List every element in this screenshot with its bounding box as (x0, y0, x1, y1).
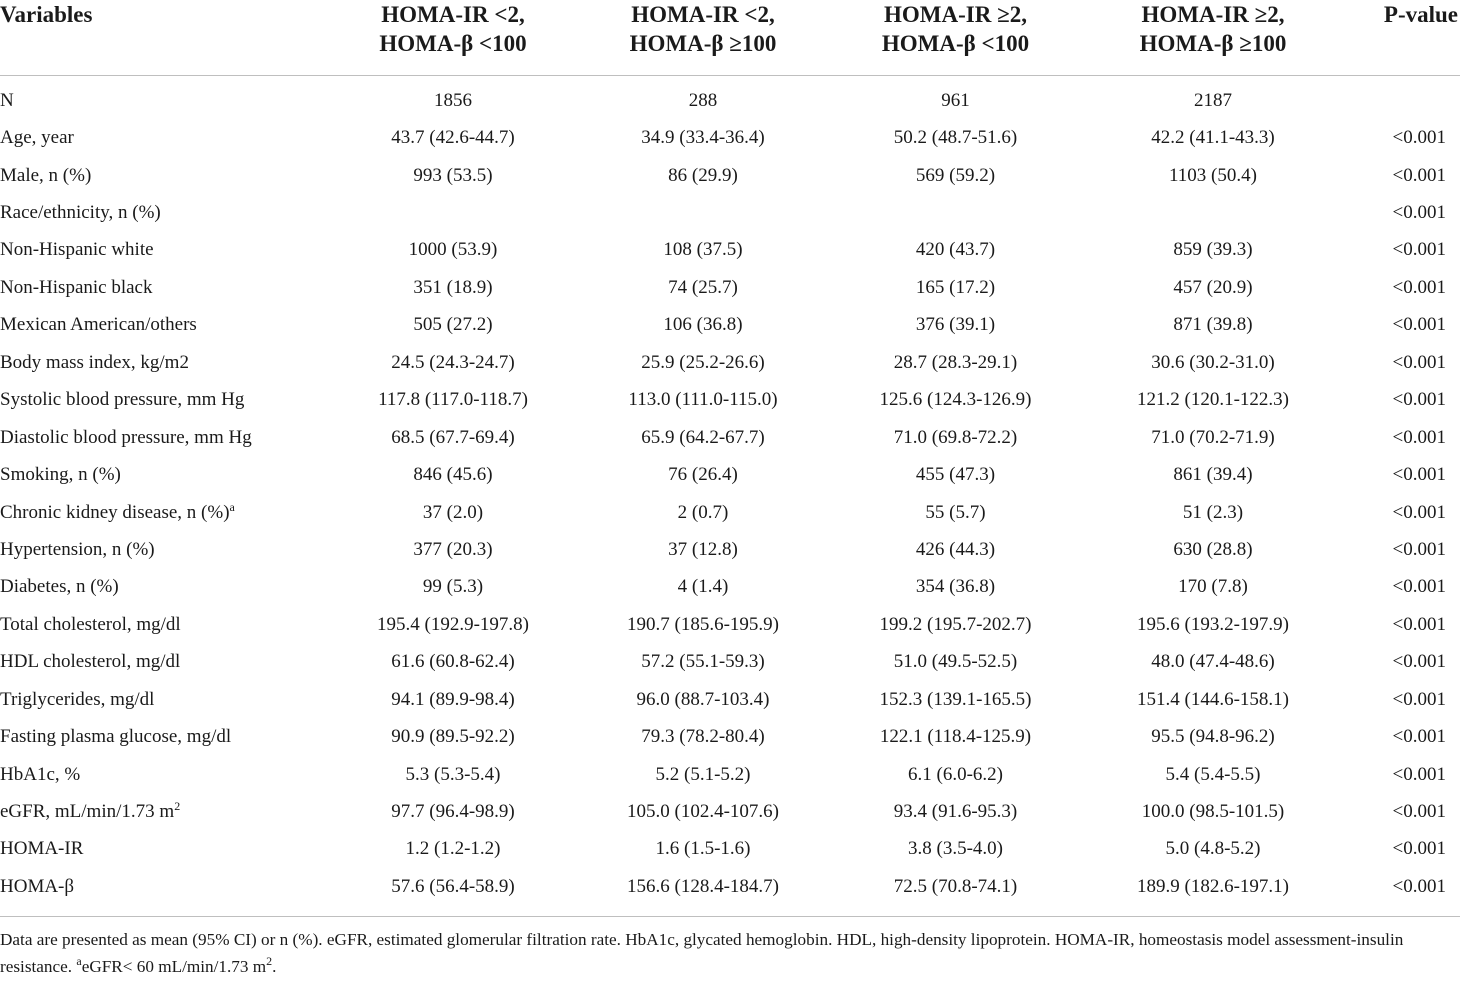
group-4-cell: 2187 (1194, 89, 1232, 111)
row-label: eGFR, mL/min/1.73 m (0, 801, 175, 823)
group-3-cell (828, 194, 1083, 231)
header-line: P-value (1383, 2, 1458, 27)
table-row (0, 157, 1460, 194)
table-row (0, 419, 1460, 456)
group-4-cell: 871 (39.8) (1173, 314, 1253, 336)
p-value-cell: <0.001 (1392, 164, 1446, 186)
group-4-cell: 630 (28.8) (1173, 538, 1253, 560)
group-3-cell: 51.0 (49.5-52.5) (893, 651, 1018, 673)
row-label-cell (0, 718, 328, 755)
footnote-end: . (272, 956, 277, 976)
group-1-cell: 1.2 (1.2-1.2) (405, 838, 501, 860)
table-row (0, 307, 1460, 344)
group-1-cell: 351 (18.9) (413, 276, 493, 298)
p-value-cell: <0.001 (1392, 576, 1446, 598)
group-1-cell: 195.4 (192.9-197.8) (377, 613, 529, 635)
group-2-cell (578, 194, 828, 231)
header-line: HOMA-β <100 (379, 31, 527, 56)
table-row (0, 456, 1460, 493)
p-value-cell: <0.001 (1392, 801, 1446, 823)
header-line: HOMA-β ≥100 (629, 31, 777, 56)
group-1-cell: 68.5 (67.7-69.4) (391, 426, 515, 448)
p-value-cell: <0.001 (1392, 726, 1446, 748)
group-2-cell: 37 (12.8) (668, 538, 738, 560)
table-body (0, 76, 1460, 917)
table-row (0, 76, 1460, 120)
group-1-cell: 846 (45.6) (413, 464, 493, 486)
row-label: Body mass index, kg/m2 (0, 351, 189, 373)
group-2-cell: 105.0 (102.4-107.6) (627, 801, 779, 823)
table-row (0, 344, 1460, 381)
group-1-cell: 377 (20.3) (413, 538, 493, 560)
row-label-cell (0, 157, 328, 194)
group-3-cell: 50.2 (48.7-51.6) (893, 127, 1018, 149)
group-3-cell: 93.4 (91.6-95.3) (893, 801, 1018, 823)
group-2-cell: 106 (36.8) (663, 314, 743, 336)
group-2-cell: 108 (37.5) (663, 239, 743, 261)
group-4-cell: 457 (20.9) (1173, 276, 1253, 298)
row-label-cell (0, 569, 328, 606)
group-1-cell: 5.3 (5.3-5.4) (405, 763, 501, 785)
header-group-4 (1083, 0, 1343, 76)
group-4-cell: 5.0 (4.8-5.2) (1165, 838, 1261, 860)
group-4-cell: 30.6 (30.2-31.0) (1151, 351, 1275, 373)
group-3-cell: 354 (36.8) (915, 576, 996, 598)
p-value-cell: <0.001 (1392, 763, 1446, 785)
p-value-cell: <0.001 (1392, 426, 1446, 448)
group-2-cell: 34.9 (33.4-36.4) (641, 127, 765, 149)
row-label: Smoking, n (%) (0, 464, 121, 486)
row-label: HDL cholesterol, mg/dl (0, 651, 181, 673)
p-value-cell: <0.001 (1392, 389, 1446, 411)
group-3-cell: 165 (17.2) (915, 276, 996, 298)
row-label: Non-Hispanic white (0, 239, 154, 261)
table-row (0, 718, 1460, 755)
table-footnote (0, 917, 1460, 980)
p-value-cell: <0.001 (1392, 239, 1446, 261)
row-label-cell (0, 194, 328, 231)
row-label-cell (0, 269, 328, 306)
row-label: Age, year (0, 127, 74, 149)
group-4-cell: 48.0 (47.4-48.6) (1151, 651, 1275, 673)
table-row (0, 269, 1460, 306)
group-3-cell: 125.6 (124.3-126.9) (879, 389, 1032, 411)
header-line: HOMA-β <100 (881, 31, 1030, 56)
header-group-1 (328, 0, 578, 76)
group-2-cell: 156.6 (128.4-184.7) (578, 868, 828, 916)
group-2-cell: 5.2 (5.1-5.2) (655, 763, 751, 785)
row-label-cell (0, 868, 328, 916)
group-1-cell: 99 (5.3) (422, 576, 484, 598)
table-row (0, 382, 1460, 419)
group-1-cell: 57.6 (56.4-58.9) (328, 868, 578, 916)
group-1-cell: 43.7 (42.6-44.7) (391, 127, 515, 149)
group-2-cell: 190.7 (185.6-195.9) (627, 613, 779, 635)
p-value-cell: <0.001 (1343, 868, 1460, 916)
header-line: HOMA-IR ≥2, (884, 2, 1027, 27)
row-label: Systolic blood pressure, mm Hg (0, 389, 245, 411)
row-label: Race/ethnicity, n (%) (0, 202, 161, 224)
row-label: Mexican American/others (0, 314, 197, 336)
header-p-value (1343, 0, 1460, 76)
group-3-cell: 55 (5.7) (925, 501, 986, 523)
group-3-cell: 420 (43.7) (915, 239, 996, 261)
row-label-cell (0, 419, 328, 456)
row-label-cell (0, 119, 328, 156)
group-2-cell: 76 (26.4) (668, 464, 738, 486)
row-label: Fasting plasma glucose, mg/dl (0, 726, 232, 748)
group-2-cell: 4 (1.4) (677, 576, 729, 598)
group-2-cell: 96.0 (88.7-103.4) (636, 688, 770, 710)
row-label-cell (0, 344, 328, 381)
p-value-cell: <0.001 (1392, 688, 1446, 710)
group-2-cell: 74 (25.7) (668, 276, 738, 298)
row-label-cell (0, 681, 328, 718)
table-row (0, 194, 1460, 231)
row-label-superscript: a (229, 499, 235, 514)
group-3-cell: 71.0 (69.8-72.2) (893, 426, 1018, 448)
p-value-cell: <0.001 (1392, 351, 1446, 373)
table-row (0, 793, 1460, 830)
group-1-cell: 37 (2.0) (422, 501, 484, 523)
group-4-cell: 71.0 (70.2-71.9) (1151, 426, 1275, 448)
p-value-cell: <0.001 (1392, 651, 1446, 673)
group-2-cell: 25.9 (25.2-26.6) (641, 351, 765, 373)
header-variables (0, 0, 328, 76)
group-4-cell: 189.9 (182.6-197.1) (1083, 868, 1343, 916)
row-label: N (0, 89, 14, 111)
footnote-superscript: 2 (266, 953, 273, 968)
row-label-cell (0, 494, 328, 531)
group-2-cell: 1.6 (1.5-1.6) (655, 838, 751, 860)
group-3-cell: 72.5 (70.8-74.1) (828, 868, 1083, 916)
group-2-cell: 86 (29.9) (668, 164, 738, 186)
group-2-cell: 2 (0.7) (677, 501, 729, 523)
group-2-cell: 113.0 (111.0-115.0) (628, 389, 778, 411)
row-label-cell (0, 76, 328, 120)
p-value-cell: <0.001 (1392, 314, 1446, 336)
group-4-cell: 42.2 (41.1-43.3) (1151, 127, 1275, 149)
group-4-cell: 170 (7.8) (1178, 576, 1248, 598)
row-label-cell (0, 831, 328, 868)
group-3-cell: 569 (59.2) (915, 164, 996, 186)
p-value-cell: <0.001 (1392, 501, 1446, 523)
table-row (0, 681, 1460, 718)
group-4-cell: 121.2 (120.1-122.3) (1137, 389, 1289, 411)
group-3-cell: 455 (47.3) (915, 464, 996, 486)
group-1-cell: 505 (27.2) (413, 314, 493, 336)
footnote-text: Data are presented as mean (95% CI) or n (%). eGFR, estimated glomerular filtration rate. HbA1c, glycated hemoglobin. HDL, high-density lipoprotein. HOMA-IR, homeostasis model assessment-insulin resistance. (0, 929, 1404, 976)
footnote-reference: eGFR< 60 mL/min/1.73 m (81, 956, 267, 976)
row-label-cell (0, 644, 328, 681)
group-4-cell: 51 (2.3) (1182, 501, 1244, 523)
header-line: HOMA-IR <2, (631, 2, 775, 27)
row-label-cell (0, 232, 328, 269)
table-row (0, 569, 1460, 606)
row-label: Total cholesterol, mg/dl (0, 613, 181, 635)
row-label: Non-Hispanic black (0, 276, 153, 298)
row-label-superscript: 2 (174, 799, 181, 814)
group-4-cell: 5.4 (5.4-5.5) (1165, 763, 1261, 785)
group-3-cell: 376 (39.1) (915, 314, 996, 336)
group-2-cell: 57.2 (55.1-59.3) (641, 651, 765, 673)
table-row (0, 119, 1460, 156)
header-line: HOMA-β ≥100 (1139, 31, 1287, 56)
row-label: HOMA-IR (0, 838, 84, 860)
row-label: Diastolic blood pressure, mm Hg (0, 426, 252, 448)
table-row (0, 494, 1460, 531)
group-1-cell: 97.7 (96.4-98.9) (391, 801, 515, 823)
row-label-cell (0, 456, 328, 493)
header-group-3 (828, 0, 1083, 76)
footnote-marker: a (76, 953, 82, 968)
row-label-cell (0, 793, 328, 830)
group-3-cell: 961 (941, 89, 970, 111)
table-row (0, 644, 1460, 681)
table-row (0, 232, 1460, 269)
header-line: Variables (0, 2, 93, 27)
table-row (0, 606, 1460, 643)
group-3-cell: 426 (44.3) (915, 538, 996, 560)
p-value-cell: <0.001 (1392, 276, 1446, 298)
group-4-cell: 100.0 (98.5-101.5) (1141, 801, 1285, 823)
p-value-cell: <0.001 (1392, 464, 1446, 486)
table-header-row (0, 0, 1460, 76)
group-1-cell: 993 (53.5) (413, 164, 493, 186)
group-4-cell: 1103 (50.4) (1169, 164, 1257, 186)
row-label-cell (0, 382, 328, 419)
row-label-cell (0, 756, 328, 793)
table-row (0, 831, 1460, 868)
group-4-cell: 95.5 (94.8-96.2) (1151, 726, 1275, 748)
p-value-cell: <0.001 (1392, 613, 1446, 635)
row-label-cell (0, 606, 328, 643)
group-3-cell: 199.2 (195.7-202.7) (879, 613, 1032, 635)
group-4-cell: 859 (39.3) (1173, 239, 1253, 261)
group-1-cell: 117.8 (117.0-118.7) (378, 389, 528, 411)
p-value-cell (1343, 76, 1460, 120)
p-value-cell: <0.001 (1392, 127, 1446, 149)
row-label: Diabetes, n (%) (0, 576, 119, 598)
group-1-cell (328, 194, 578, 231)
header-line: HOMA-IR ≥2, (1141, 2, 1285, 27)
group-4-cell: 861 (39.4) (1173, 464, 1253, 486)
row-label: Male, n (%) (0, 164, 92, 186)
group-2-cell: 65.9 (64.2-67.7) (641, 426, 765, 448)
group-1-cell: 94.1 (89.9-98.4) (391, 688, 515, 710)
row-label: HbA1c, % (0, 763, 81, 785)
group-1-cell: 61.6 (60.8-62.4) (391, 651, 515, 673)
group-3-cell: 28.7 (28.3-29.1) (893, 351, 1018, 373)
row-label: Hypertension, n (%) (0, 538, 155, 560)
p-value-cell: <0.001 (1392, 538, 1446, 560)
row-label: Triglycerides, mg/dl (0, 688, 155, 710)
group-3-cell: 152.3 (139.1-165.5) (879, 688, 1032, 710)
row-label-cell (0, 531, 328, 568)
row-label: Chronic kidney disease, n (%) (0, 501, 230, 523)
group-4-cell (1083, 194, 1343, 231)
row-label-cell (0, 307, 328, 344)
group-3-cell: 6.1 (6.0-6.2) (908, 763, 1003, 785)
group-1-cell: 1000 (53.9) (408, 239, 498, 261)
group-2-cell: 79.3 (78.2-80.4) (641, 726, 765, 748)
group-3-cell: 122.1 (118.4-125.9) (879, 726, 1032, 748)
row-label: HOMA-β (0, 875, 75, 897)
group-1-cell: 90.9 (89.5-92.2) (391, 726, 515, 748)
table-row (0, 756, 1460, 793)
group-4-cell: 195.6 (193.2-197.9) (1137, 613, 1289, 635)
group-1-cell: 24.5 (24.3-24.7) (391, 351, 515, 373)
group-2-cell: 288 (688, 89, 718, 111)
p-value-cell: <0.001 (1392, 838, 1446, 860)
header-line: HOMA-IR <2, (381, 2, 525, 27)
header-group-2 (578, 0, 828, 76)
table-row (0, 868, 1460, 916)
table-row (0, 531, 1460, 568)
group-4-cell: 151.4 (144.6-158.1) (1137, 688, 1289, 710)
group-1-cell: 1856 (434, 89, 472, 111)
group-3-cell: 3.8 (3.5-4.0) (908, 838, 1003, 860)
p-value-cell: <0.001 (1392, 202, 1446, 224)
